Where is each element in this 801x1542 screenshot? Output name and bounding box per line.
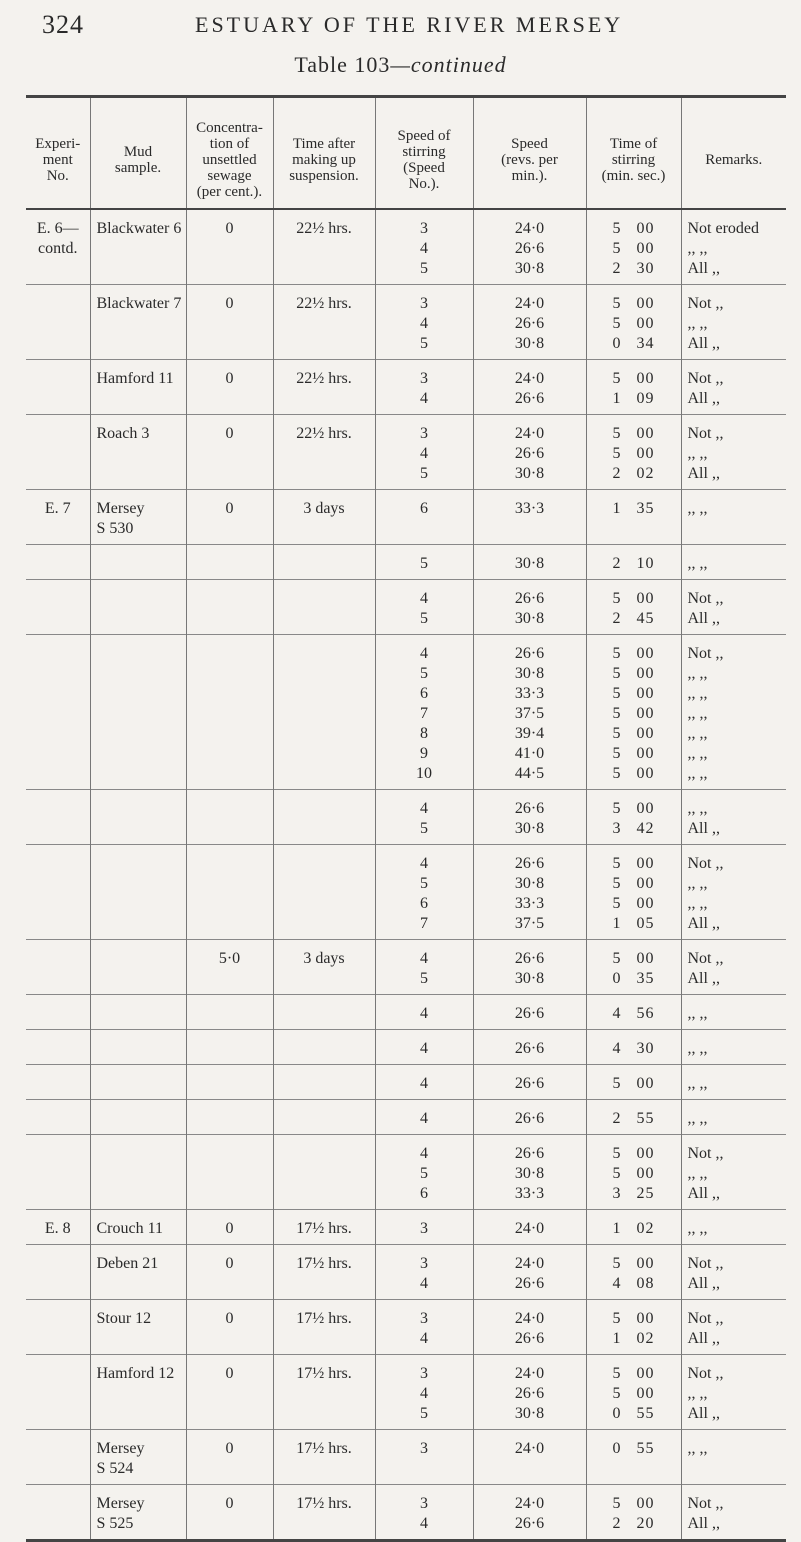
stirring-speed-no-cell: 6 bbox=[375, 490, 473, 545]
concentration-cell: 0 bbox=[186, 1245, 273, 1300]
stirring-speed-no-cell: 4 bbox=[375, 1065, 473, 1100]
time-after-cell: 17½ hrs. bbox=[273, 1355, 375, 1430]
mud-sample-cell bbox=[90, 580, 186, 635]
stirring-speed-no-cell: 3 4 5 bbox=[375, 209, 473, 285]
remarks-cell: Not ,, ,, ,, ,, ,, All ,, bbox=[681, 845, 786, 940]
revs-per-min-cell: 26·6 30·8 33·3 37·5 39·4 41·0 44·5 bbox=[473, 635, 586, 790]
table-header bbox=[26, 97, 786, 210]
table-row bbox=[26, 490, 786, 545]
table-row bbox=[26, 1100, 786, 1135]
table-row bbox=[26, 940, 786, 995]
table-row bbox=[26, 1065, 786, 1100]
time-after-cell: 17½ hrs. bbox=[273, 1245, 375, 1300]
page-number: 324 bbox=[42, 10, 84, 39]
revs-per-min-cell: 26·6 30·8 33·3 bbox=[473, 1135, 586, 1210]
concentration-cell: 0 bbox=[186, 1430, 273, 1485]
experiment-no-cell bbox=[26, 940, 90, 995]
table-row bbox=[26, 1245, 786, 1300]
table-row bbox=[26, 1355, 786, 1430]
stirring-time-cell: 5 00 5 00 3 25 bbox=[586, 1135, 681, 1210]
remarks-cell: Not ,, All ,, bbox=[681, 940, 786, 995]
remarks-cell: Not ,, All ,, bbox=[681, 580, 786, 635]
concentration-cell bbox=[186, 635, 273, 790]
experiment-no-cell bbox=[26, 580, 90, 635]
mud-sample-cell: Blackwater 7 bbox=[90, 285, 186, 360]
stirring-speed-no-cell: 3 4 5 bbox=[375, 415, 473, 490]
remarks-cell: Not ,, ,, ,, All ,, bbox=[681, 415, 786, 490]
stirring-speed-no-cell: 5 bbox=[375, 545, 473, 580]
stirring-speed-no-cell: 3 4 bbox=[375, 1300, 473, 1355]
table-row bbox=[26, 845, 786, 940]
remarks-cell: Not ,, ,, ,, All ,, bbox=[681, 1355, 786, 1430]
revs-per-min-cell: 24·0 26·6 bbox=[473, 1485, 586, 1541]
concentration-cell: 0 bbox=[186, 1355, 273, 1430]
stirring-speed-no-cell: 4 bbox=[375, 1030, 473, 1065]
concentration-cell bbox=[186, 545, 273, 580]
concentration-cell bbox=[186, 790, 273, 845]
remarks-cell: ,, ,, bbox=[681, 490, 786, 545]
header-time-after: Time after making up suspension. bbox=[273, 97, 375, 210]
header-experiment-no: Experi- ment No. bbox=[35, 136, 81, 184]
stirring-speed-no-cell: 3 4 bbox=[375, 1485, 473, 1541]
header-time-of-stirring: Time of stirring (min. sec.) bbox=[586, 97, 681, 210]
revs-per-min-cell: 26·6 bbox=[473, 995, 586, 1030]
time-after-cell: 3 days bbox=[273, 490, 375, 545]
concentration-cell bbox=[186, 580, 273, 635]
revs-per-min-cell: 26·6 30·8 bbox=[473, 790, 586, 845]
stirring-speed-no-cell: 4 5 bbox=[375, 940, 473, 995]
concentration-cell bbox=[186, 1030, 273, 1065]
revs-per-min-cell: 26·6 bbox=[473, 1065, 586, 1100]
time-after-cell bbox=[273, 1100, 375, 1135]
mud-sample-cell: Hamford 11 bbox=[90, 360, 186, 415]
revs-per-min-cell: 24·0 26·6 30·8 bbox=[473, 285, 586, 360]
stirring-time-cell: 0 55 bbox=[586, 1430, 681, 1485]
stirring-time-cell: 1 02 bbox=[586, 1210, 681, 1245]
stirring-time-cell: 5 00 5 00 0 34 bbox=[586, 285, 681, 360]
stirring-speed-no-cell: 3 4 5 bbox=[375, 1355, 473, 1430]
remarks-cell: Not eroded ,, ,, All ,, bbox=[681, 209, 786, 285]
revs-per-min-cell: 26·6 30·8 33·3 37·5 bbox=[473, 845, 586, 940]
experiment-no-cell bbox=[26, 1100, 90, 1135]
revs-per-min-cell: 26·6 bbox=[473, 1030, 586, 1065]
table-row bbox=[26, 635, 786, 790]
experiment-no-cell bbox=[26, 845, 90, 940]
revs-per-min-cell: 26·6 30·8 bbox=[473, 580, 586, 635]
table-row bbox=[26, 1485, 786, 1541]
stirring-speed-no-cell: 4 bbox=[375, 1100, 473, 1135]
results-table bbox=[26, 95, 786, 1542]
mud-sample-cell: Mersey S 530 bbox=[90, 490, 186, 545]
table-row bbox=[26, 1430, 786, 1485]
table-row bbox=[26, 790, 786, 845]
time-after-cell: 17½ hrs. bbox=[273, 1210, 375, 1245]
stirring-time-cell: 5 00 5 00 0 55 bbox=[586, 1355, 681, 1430]
remarks-cell: Not ,, ,, ,, ,, ,, ,, ,, ,, ,, ,, ,, ,, ,, bbox=[681, 635, 786, 790]
remarks-cell: Not ,, All ,, bbox=[681, 1300, 786, 1355]
revs-per-min-cell: 30·8 bbox=[473, 545, 586, 580]
stirring-time-cell: 5 00 2 20 bbox=[586, 1485, 681, 1541]
concentration-cell: 0 bbox=[186, 209, 273, 285]
concentration-cell bbox=[186, 845, 273, 940]
remarks-cell: ,, ,, bbox=[681, 1030, 786, 1065]
time-after-cell bbox=[273, 580, 375, 635]
revs-per-min-cell: 26·6 bbox=[473, 1100, 586, 1135]
concentration-cell: 0 bbox=[186, 415, 273, 490]
stirring-time-cell: 5 00 3 42 bbox=[586, 790, 681, 845]
mud-sample-cell bbox=[90, 1100, 186, 1135]
mud-sample-cell bbox=[90, 1065, 186, 1100]
stirring-time-cell: 5 00 2 45 bbox=[586, 580, 681, 635]
remarks-cell: ,, ,, All ,, bbox=[681, 790, 786, 845]
remarks-cell: ,, ,, bbox=[681, 1430, 786, 1485]
experiment-no-cell bbox=[26, 995, 90, 1030]
remarks-cell: ,, ,, bbox=[681, 1065, 786, 1100]
time-after-cell bbox=[273, 790, 375, 845]
revs-per-min-cell: 24·0 26·6 bbox=[473, 1300, 586, 1355]
revs-per-min-cell: 24·0 26·6 30·8 bbox=[473, 415, 586, 490]
mud-sample-cell bbox=[90, 1135, 186, 1210]
running-head: ESTUARY OF THE RIVER MERSEY bbox=[195, 12, 624, 37]
experiment-no-cell bbox=[26, 1030, 90, 1065]
table-title bbox=[0, 52, 801, 78]
experiment-no-cell bbox=[26, 635, 90, 790]
table-row bbox=[26, 1300, 786, 1355]
header-concentration: Concentra- tion of unsettled sewage (per cent.). bbox=[186, 97, 273, 210]
experiment-no-cell: E. 8 bbox=[44, 1220, 71, 1237]
mud-sample-cell: Stour 12 bbox=[90, 1300, 186, 1355]
time-after-cell bbox=[273, 635, 375, 790]
stirring-speed-no-cell: 3 4 bbox=[375, 360, 473, 415]
mud-sample-cell: Mersey S 525 bbox=[90, 1485, 186, 1541]
stirring-time-cell: 5 00 5 00 2 02 bbox=[586, 415, 681, 490]
stirring-time-cell: 5 00 1 09 bbox=[586, 360, 681, 415]
header-mud-sample: Mud sample. bbox=[90, 97, 186, 210]
revs-per-min-cell: 24·0 26·6 30·8 bbox=[473, 1355, 586, 1430]
results-table-container bbox=[26, 95, 786, 1542]
table-row bbox=[26, 995, 786, 1030]
concentration-cell bbox=[186, 1065, 273, 1100]
experiment-no-cell bbox=[26, 1300, 90, 1355]
table-row bbox=[26, 580, 786, 635]
remarks-cell: Not ,, All ,, bbox=[681, 360, 786, 415]
revs-per-min-cell: 33·3 bbox=[473, 490, 586, 545]
revs-per-min-cell: 24·0 bbox=[473, 1430, 586, 1485]
mud-sample-cell: Blackwater 6 bbox=[90, 209, 186, 285]
experiment-no-cell bbox=[26, 360, 90, 415]
mud-sample-cell bbox=[90, 545, 186, 580]
time-after-cell: 17½ hrs. bbox=[273, 1430, 375, 1485]
concentration-cell: 0 bbox=[186, 1210, 273, 1245]
stirring-time-cell: 1 35 bbox=[586, 490, 681, 545]
stirring-time-cell: 5 00 4 08 bbox=[586, 1245, 681, 1300]
time-after-cell bbox=[273, 845, 375, 940]
mud-sample-cell bbox=[90, 940, 186, 995]
header-remarks: Remarks. bbox=[681, 97, 786, 210]
concentration-cell: 0 bbox=[186, 1485, 273, 1541]
mud-sample-cell: Deben 21 bbox=[90, 1245, 186, 1300]
experiment-no-cell: E. 7 bbox=[44, 500, 71, 517]
concentration-cell bbox=[186, 1135, 273, 1210]
experiment-no-cell bbox=[26, 1355, 90, 1430]
remarks-cell: ,, ,, bbox=[681, 995, 786, 1030]
stirring-speed-no-cell: 3 bbox=[375, 1210, 473, 1245]
experiment-no-cell bbox=[26, 1245, 90, 1300]
time-after-cell bbox=[273, 1065, 375, 1100]
table-row bbox=[26, 1210, 786, 1245]
stirring-time-cell: 2 55 bbox=[586, 1100, 681, 1135]
remarks-cell: Not ,, All ,, bbox=[681, 1485, 786, 1541]
mud-sample-cell: Hamford 12 bbox=[90, 1355, 186, 1430]
stirring-time-cell: 4 56 bbox=[586, 995, 681, 1030]
table-row bbox=[26, 1135, 786, 1210]
stirring-time-cell: 5 00 5 00 5 00 1 05 bbox=[586, 845, 681, 940]
mud-sample-cell bbox=[90, 790, 186, 845]
revs-per-min-cell: 26·6 30·8 bbox=[473, 940, 586, 995]
table-continued: —continued bbox=[390, 52, 507, 77]
table-row bbox=[26, 415, 786, 490]
stirring-speed-no-cell: 3 4 5 bbox=[375, 285, 473, 360]
stirring-speed-no-cell: 4 5 bbox=[375, 580, 473, 635]
experiment-no-cell bbox=[26, 545, 90, 580]
table-label: Table 103 bbox=[294, 52, 391, 77]
experiment-no-cell bbox=[26, 415, 90, 490]
revs-per-min-cell: 24·0 26·6 bbox=[473, 360, 586, 415]
time-after-cell: 22½ hrs. bbox=[273, 360, 375, 415]
mud-sample-cell: Mersey S 524 bbox=[90, 1430, 186, 1485]
time-after-cell bbox=[273, 1030, 375, 1065]
remarks-cell: ,, ,, bbox=[681, 545, 786, 580]
stirring-time-cell: 5 00 1 02 bbox=[586, 1300, 681, 1355]
mud-sample-cell bbox=[90, 845, 186, 940]
concentration-cell: 0 bbox=[186, 1300, 273, 1355]
stirring-time-cell: 5 00 bbox=[586, 1065, 681, 1100]
concentration-cell: 0 bbox=[186, 285, 273, 360]
revs-per-min-cell: 24·0 bbox=[473, 1210, 586, 1245]
time-after-cell: 17½ hrs. bbox=[273, 1300, 375, 1355]
remarks-cell: Not ,, All ,, bbox=[681, 1245, 786, 1300]
table-row bbox=[26, 360, 786, 415]
mud-sample-cell: Crouch 11 bbox=[90, 1210, 186, 1245]
remarks-cell: Not ,, ,, ,, All ,, bbox=[681, 1135, 786, 1210]
time-after-cell bbox=[273, 1135, 375, 1210]
table-row bbox=[26, 285, 786, 360]
stirring-speed-no-cell: 4 5 6 7 bbox=[375, 845, 473, 940]
table-row bbox=[26, 209, 786, 285]
stirring-speed-no-cell: 4 5 bbox=[375, 790, 473, 845]
experiment-no-cell bbox=[26, 1430, 90, 1485]
experiment-no-cell: E. 6—contd. bbox=[36, 220, 79, 257]
table-body bbox=[26, 209, 786, 1541]
header-speed-revs: Speed (revs. per min.). bbox=[473, 97, 586, 210]
time-after-cell: 22½ hrs. bbox=[273, 415, 375, 490]
mud-sample-cell bbox=[90, 995, 186, 1030]
table-row bbox=[26, 1030, 786, 1065]
experiment-no-cell bbox=[26, 1065, 90, 1100]
stirring-time-cell: 5 00 5 00 5 00 5 00 5 00 5 00 5 00 bbox=[586, 635, 681, 790]
stirring-speed-no-cell: 4 bbox=[375, 995, 473, 1030]
concentration-cell: 5·0 bbox=[186, 940, 273, 995]
mud-sample-cell bbox=[90, 1030, 186, 1065]
stirring-speed-no-cell: 3 bbox=[375, 1430, 473, 1485]
concentration-cell: 0 bbox=[186, 360, 273, 415]
mud-sample-cell: Roach 3 bbox=[90, 415, 186, 490]
mud-sample-cell bbox=[90, 635, 186, 790]
time-after-cell: 3 days bbox=[273, 940, 375, 995]
header-speed-of-stirring: Speed of stirring (Speed No.). bbox=[375, 97, 473, 210]
remarks-cell: Not ,, ,, ,, All ,, bbox=[681, 285, 786, 360]
remarks-cell: ,, ,, bbox=[681, 1100, 786, 1135]
experiment-no-cell bbox=[26, 1135, 90, 1210]
stirring-speed-no-cell: 4 5 6 7 8 9 10 bbox=[375, 635, 473, 790]
stirring-time-cell: 2 10 bbox=[586, 545, 681, 580]
time-after-cell bbox=[273, 995, 375, 1030]
stirring-speed-no-cell: 3 4 bbox=[375, 1245, 473, 1300]
experiment-no-cell bbox=[26, 1485, 90, 1541]
table-row bbox=[26, 545, 786, 580]
stirring-time-cell: 5 00 5 00 2 30 bbox=[586, 209, 681, 285]
concentration-cell bbox=[186, 995, 273, 1030]
experiment-no-cell bbox=[26, 790, 90, 845]
stirring-speed-no-cell: 4 5 6 bbox=[375, 1135, 473, 1210]
time-after-cell bbox=[273, 545, 375, 580]
stirring-time-cell: 5 00 0 35 bbox=[586, 940, 681, 995]
time-after-cell: 22½ hrs. bbox=[273, 285, 375, 360]
concentration-cell bbox=[186, 1100, 273, 1135]
stirring-time-cell: 4 30 bbox=[586, 1030, 681, 1065]
concentration-cell: 0 bbox=[186, 490, 273, 545]
experiment-no-cell bbox=[26, 285, 90, 360]
time-after-cell: 17½ hrs. bbox=[273, 1485, 375, 1541]
revs-per-min-cell: 24·0 26·6 30·8 bbox=[473, 209, 586, 285]
remarks-cell: ,, ,, bbox=[681, 1210, 786, 1245]
time-after-cell: 22½ hrs. bbox=[273, 209, 375, 285]
revs-per-min-cell: 24·0 26·6 bbox=[473, 1245, 586, 1300]
